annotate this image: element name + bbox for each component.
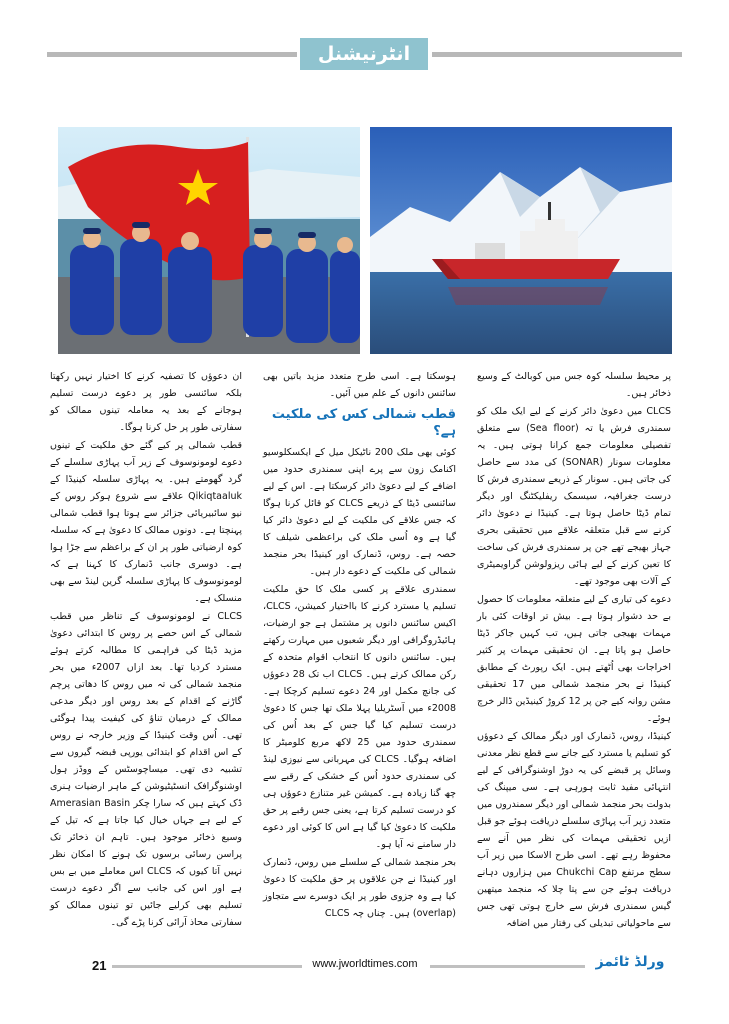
article-column-right	[477, 368, 671, 929]
footer-rule-right	[430, 965, 585, 968]
header-rule-left	[47, 52, 297, 57]
article-paragraph: بحر منجمد شمالی کے سلسلے میں روس، ڈنمارک اور کینیڈا نے جن علاقوں پر حق ملکیت کا دعویٰ کیا ہے وہ جزوی طور پر ایک دوسرے سے متجاوز (overlap) ہیں۔ چناں چہ CLCS	[263, 857, 456, 919]
article-paragraph: پر محیط سلسلہ کوہ جس میں کوبالٹ کے وسیع ذخائر ہیں۔	[477, 371, 671, 399]
publication-logo: ورلڈ ٹائمز	[595, 954, 665, 970]
article-paragraph: دعوے کی تیاری کے لیے متعلقہ معلومات کا حصول بے حد دشوار ہوتا ہے۔ بیش تر اوقات کئی بار مہمات بھیجی جاتی ہیں، تب کہیں جاکر ڈیٹا حاصل ہو پاتا ہے۔ ان تحقیقی مہمات پر کثیر اخراجات بھی اُٹھتے ہیں۔ ایک رپورٹ کے مطابق کینیڈا نے بحر منجمد شمالی میں 17 تحقیقی مشن روانہ کیے جن پر 12 کروڑ کینیڈین ڈالر خرچ ہوئے۔	[477, 594, 671, 724]
research-ship-arctic-photo	[370, 127, 672, 354]
section-subheading: قطب شمالی کس کی ملکیت ہے؟	[271, 407, 456, 439]
article-paragraph: ان دعوؤں کا تصفیہ کرنے کا اختیار نہیں رکھتا بلکہ سائنسی طور پر دعوے درست تسلیم ہوجانے کے بعد یہ معاملہ تینوں ممالک کو سفارتی طور پر حل کرنا ہوگا۔	[50, 371, 242, 433]
article-paragraph: ہوسکتا ہے۔ اسی طرح متعدد مزید باتیں بھی سائنس دانوں کے علم میں آئیں۔	[263, 371, 456, 399]
chinese-flag-raising-photo	[58, 127, 360, 354]
website-url: www.jworldtimes.com	[312, 958, 418, 970]
article-paragraph: کینیڈا، روس، ڈنمارک اور دیگر ممالک کے دعوؤں کو تسلیم یا مسترد کیے جانے سے قطع نظر معدنی وسائل پر قبضے کی یہ دوڑ اوشنوگرافی کے لیے انتہائی مفید ثابت ہورہی ہے۔ سی میپنگ کی بدولت بحر منجمد شمالی اور دیگر سمندروں میں متعدد زیر آب پہاڑی سلسلے دریافت ہوئے جو قبل ازیں تحقیقی مہمات کی نظر میں آنے سے محفوظ رہے تھے۔ اسی طرح الاسکا میں زیر آب سطح مرتفع Chukchi Cap میں ہزاروں دہانے دریافت ہوئے جن سے پتا چلا کہ منجمد میتھین گیس سمندری فرش سے خارج ہوتی تھی جس سے ماحولیاتی تبدیلی کی رفتار میں اضافہ	[477, 731, 671, 929]
article-column-middle	[263, 368, 457, 919]
section-title: انٹرنیشنل	[300, 38, 428, 70]
article-paragraph: کوئی بھی ملک 200 ناٹیکل میل کے ایکسکلوسیو اکنامک زون سے پرے اپنی سمندری حدود میں اضافے کے لیے دعویٰ دائر کرسکتا ہے۔ اس کے لیے سائنسی ڈیٹا کے ذریعے CLCS کو قائل کرنا ہوگا کہ جس علاقے کی ملکیت کے لیے دعویٰ دائر کیا گیا ہے وہ اُسی ملک کی براعظمی شیلف کا حصہ ہے۔ روس، ڈنمارک اور کینیڈا بحر منجمد شمالی کی ملکیت کے دعوے دار ہیں۔	[263, 447, 456, 577]
page-number: 21	[92, 958, 107, 973]
header-rule-right	[432, 52, 682, 57]
article-paragraph: CLCS نے لومونوسوف کے تناظر میں قطب شمالی کے اس حصے پر روس کا ابتدائی دعویٰ مزید ڈیٹا کی فراہمی کا مطالبہ کرتے ہوئے مسترد کردیا تھا۔ بعد ازاں 2007ء میں بحر منجمد شمالی کی تہ میں روس کا دھاتی پرچم گاڑنے کے اقدام کے بعد روس اور دیگر مدعی ممالک کے درمیان تناؤ کی کیفیت پیدا ہوگئی تھی۔ اُس وقت کینیڈا کے وزیر خارجہ نے روس کے اس اقدام کو ابتدائی یورپی قبضہ گیروں سے تشبیہ دی تھی۔ میساچوسٹس کے ووڈز ہول اوشنوگرافک انسٹیٹیوشن کے ماہر ارضیات ہنری ڈک کہتے ہیں کہ سارا چکر Amerasian Basin کے لیے ہے جہاں خیال کیا جاتا ہے کہ تیل کے وسیع ذخائر موجود ہیں۔ تاہم ان ذخائر تک پراسن رسائی برسوں تک ہونے کا امکان نظر نہیں آتا کیوں کہ CLCS اس معاملے میں بے بس ہے اور اس کی جانب سے اگر دعوے درست تسلیم بھی کرلیے جائیں تو تینوں ممالک کو سفارتی محاذ آرائی کرنا پڑے گی۔	[50, 611, 242, 928]
article-paragraph: CLCS میں دعویٰ دائر کرنے کے لیے ایک ملک کو سمندری فرش یا تہ (Sea floor) سے متعلق تفصیلی معلومات جمع کرانا ہوتی ہیں۔ یہ معلومات سونار (SONAR) کی مدد سے حاصل کی جاتی ہیں۔ سونار کے ذریعے سمندری فرش کا درست جغرافیہ، سیسمک ریفلیکٹنگ اور دیگر تمام ڈیٹا حاصل ہوتا ہے۔ کینیڈا نے دعویٰ دائر کرنے سے قبل متعلقہ علاقے میں تحقیقی بحری جہاز بھیجے تھے جن پر سمندری فرش کی ساخت کا تعین کرنے کے لیے ہائی ریزولوشن گراویمیٹری کے آلات بھی موجود تھے۔	[477, 406, 671, 587]
article-column-left	[50, 368, 242, 928]
footer-rule-left	[112, 965, 302, 968]
article-paragraph: سمندری علاقے پر کسی ملک کا حق ملکیت تسلیم یا مسترد کرنے کا بااختیار کمیشن، CLCS، اکیس سائنس دانوں پر مشتمل ہے جو ارضیات، ہائیڈروگرافی اور دیگر شعبوں میں مہارت رکھتے ہیں۔ سائنس دانوں کا انتخاب اقوام متحدہ کے رکن ممالک کرتے ہیں۔ CLCS اب تک 28 دعوؤں کی جانچ مکمل اور 24 دعوے تسلیم کرچکا ہے۔ 2008ء میں آسٹریلیا پہلا ملک تھا جس کا دعویٰ درست تسلیم کیا گیا جس کے بعد اُس کی سمندری حدود میں 25 لاکھ مربع کلومیٹر کا اضافہ ہوگیا۔ CLCS کی مہربانی سے نیوزی لینڈ کی سمندری حدود اُس کے خشکی کے رقبے سے چھ گنا زیادہ ہے۔ کمیشن غیر متنازع دعوؤں ہی کو درست تسلیم کرتا ہے، یعنی جس رقبے پر حق ملکیت کا دعویٰ کیا گیا ہے اس کا کوئی اور دعوے دار سامنے نہ آیا ہو۔	[263, 584, 457, 850]
article-paragraph: قطب شمالی پر کیے گئے حق ملکیت کے تینوں دعوے لومونوسوف کے زیر آب پہاڑی سلسلے کے گرد گھومتے ہیں۔ یہ پہاڑی سلسلہ کینیڈا کے Qikiqtaaluk علاقے سے شروع ہوکر روس کے نیو سائبیریائی جزائر سے ہوتا ہوا قطب شمالی پہنچتا ہے۔ دونوں ممالک کا دعویٰ ہے کہ سلسلہ کوہ ارضیاتی طور پر ان کے براعظم سے جڑا ہوا ہے۔ دوسری جانب ڈنمارک کا کہنا ہے کہ لومونوسوف کا پہاڑی سلسلہ گرین لینڈ سے بھی منسلک ہے۔	[50, 440, 242, 604]
